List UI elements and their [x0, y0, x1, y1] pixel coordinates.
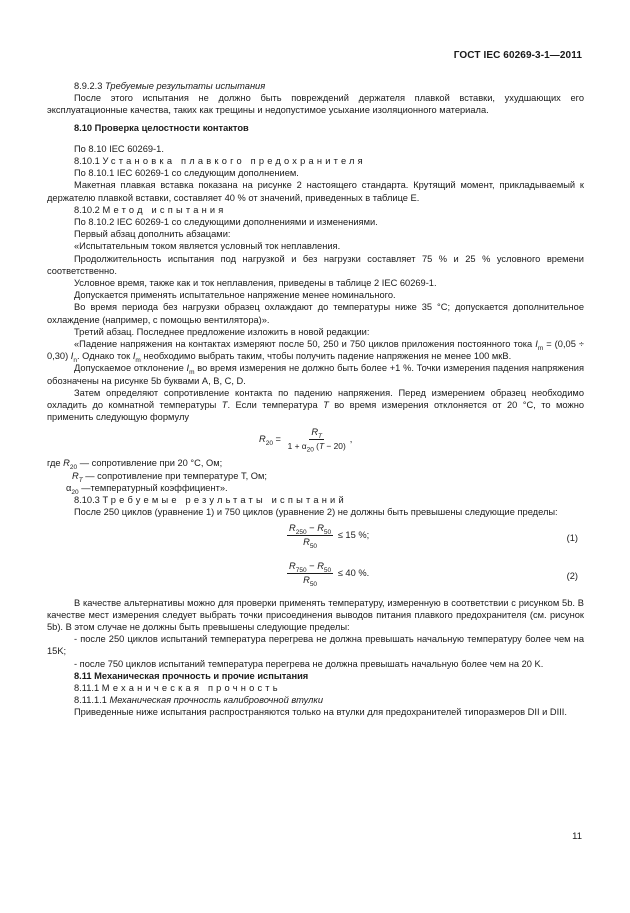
section-8-11-1-title: 8.11.1 Механическая прочность — [74, 682, 281, 693]
standard-header: ГОСТ IEC 60269-3-1—2011 — [453, 50, 582, 61]
paragraph: «Испытательным током является условный ток неплавления. — [74, 241, 341, 252]
section-8-11-heading: 8.11 Механическая прочность и прочие испытания — [74, 670, 309, 681]
equation-2: $\frac{R_{750} - R_{50}}{R_{50}}$ ≤ 40 %. (2) — [289, 560, 578, 588]
list-item: - после 250 циклов испытаний температура перегрева не должна превышать начальную температуру более чем на 15K; — [47, 634, 584, 657]
equation-1: $\frac{R_{250} - R_{50}}{R_{50}}$ ≤ 15 %; (1) — [289, 522, 578, 550]
paragraph: Допускается применять испытательное напряжение менее номинального. — [74, 290, 396, 301]
section-8-10-3-text: После 250 циклов (уравнение 1) и 750 циклов (уравнение 2) не должны быть превышены следующие пределы: — [74, 507, 558, 518]
section-8-11-1-1-text: Приведенные ниже испытания распространяются только на втулки для предохранителей типоразмеров DII и DIII. — [74, 707, 567, 718]
definition-alpha: $\alpha_{20}$ —температурный коэффициент». — [66, 482, 228, 496]
alternative-paragraph: В качестве альтернативы можно для проверки применять температуру, измеренную в соответствии с рисунком 5b. В качестве мест измерения следует выбрать точки присоединения выводов питания плавкого предохранителя (см. рисунок 5b). В этом случае не должны быть превышены следующие пределы: — [47, 597, 584, 632]
equation-number: (1) — [566, 532, 578, 543]
section-8-10-1-ref: По 8.10.1 IEC 60269-1 со следующим дополнением. — [74, 168, 299, 179]
section-8-10-2-title: 8.10.2 Метод испытания — [74, 204, 227, 215]
paragraph: Продолжительность испытания под нагрузкой и без нагрузки составляет 75 % и 25 % условного времени соответственно. — [47, 253, 584, 276]
section-8-9-2-3-text: После этого испытания не должно быть повреждений держателя плавкой вставки, ухудшающих его эксплуатационные качества, таких как трещины и недопустимое усыхание изоляционного материала. — [47, 93, 584, 116]
definition-rt: $R_T$ — сопротивление при температуре T, Ом; — [72, 470, 268, 484]
page-content — [47, 80, 584, 719]
formula-fraction: $\frac{R_T}{1 + \alpha_{20} (T - 20)}$ — [287, 427, 346, 455]
section-8-10-1-text: Макетная плавкая вставка показана на рисунке 2 настоящего стандарта. Крутящий момент, прикладываемый к держателю плавкой вставки, составляет 40 % от значений, приведенных в таблице E. — [47, 180, 584, 203]
section-8-10-2-ref: По 8.10.2 IEC 60269-1 со следующими дополнениями и изменениями. — [74, 217, 378, 228]
resistance-formula: $R_{20}$ = $\frac{R_T}{1 + \alpha_{20} (T - 20)}$ , — [259, 427, 353, 455]
section-8-10-heading: 8.10 Проверка целостности контактов — [74, 122, 249, 133]
section-8-9-2-3-title: 8.9.2.3 Требуемые результаты испытания — [74, 81, 266, 91]
section-8-10-1-title: 8.10.1 Установка плавкого предохранителя — [74, 156, 366, 167]
paragraph-resistance: Затем определяют сопротивление контакта по падению напряжения. Перед измерением образец необходимо охладить до комнатной температуры T. Если температура T во время измерения отклоняется от 20 °C, то можно применить следующую формулу — [47, 387, 584, 423]
paragraph: Третий абзац. Последнее предложение изложить в новой редакции: — [74, 326, 370, 337]
paragraph-deviation: Допускаемое отклонение $I_m$ во время измерения не должно быть более +1 %. Точки измерения падения напряжения обозначены на рисунке 5b буквами A, B, C, D. — [47, 363, 584, 386]
paragraph: Во время периода без нагрузки образец охлаждают до температуры ниже 35 °C; допускается дополнительное охлаждение (например, с помощью вентилятора)». — [47, 302, 584, 325]
section-8-10-ref: По 8.10 IEC 60269-1. — [74, 143, 164, 154]
list-item: - после 750 циклов испытаний температура перегрева не должна превышать начальную более чем на 20 K. — [74, 658, 544, 669]
section-8-11-1-1-title: 8.11.1.1 Механическая прочность калибровочной втулки — [74, 695, 323, 706]
page-number: 11 — [572, 831, 582, 842]
paragraph: Первый абзац дополнить абзацами: — [74, 229, 231, 240]
definition-r20: где $R_{20}$ — сопротивление при 20 °C, Ом; — [47, 458, 223, 472]
equation-number: (2) — [566, 570, 578, 581]
section-8-10-3-title: 8.10.3 Требуемые результаты испытаний — [74, 495, 347, 506]
formula-definitions — [47, 457, 584, 494]
paragraph: Условное время, также как и ток неплавления, приведены в таблице 2 IEC 60269-1. — [74, 278, 437, 289]
paragraph-voltage-drop: «Падение напряжения на контактах измеряют после 50, 250 и 750 циклов приложения постоянного тока $I_m = (0,05 \div 0,30)$ $I_n$. Однако ток $I_m$ необходимо выбрать таким, чтобы получить падение напряжения не менее 100 мкВ. — [47, 339, 584, 365]
